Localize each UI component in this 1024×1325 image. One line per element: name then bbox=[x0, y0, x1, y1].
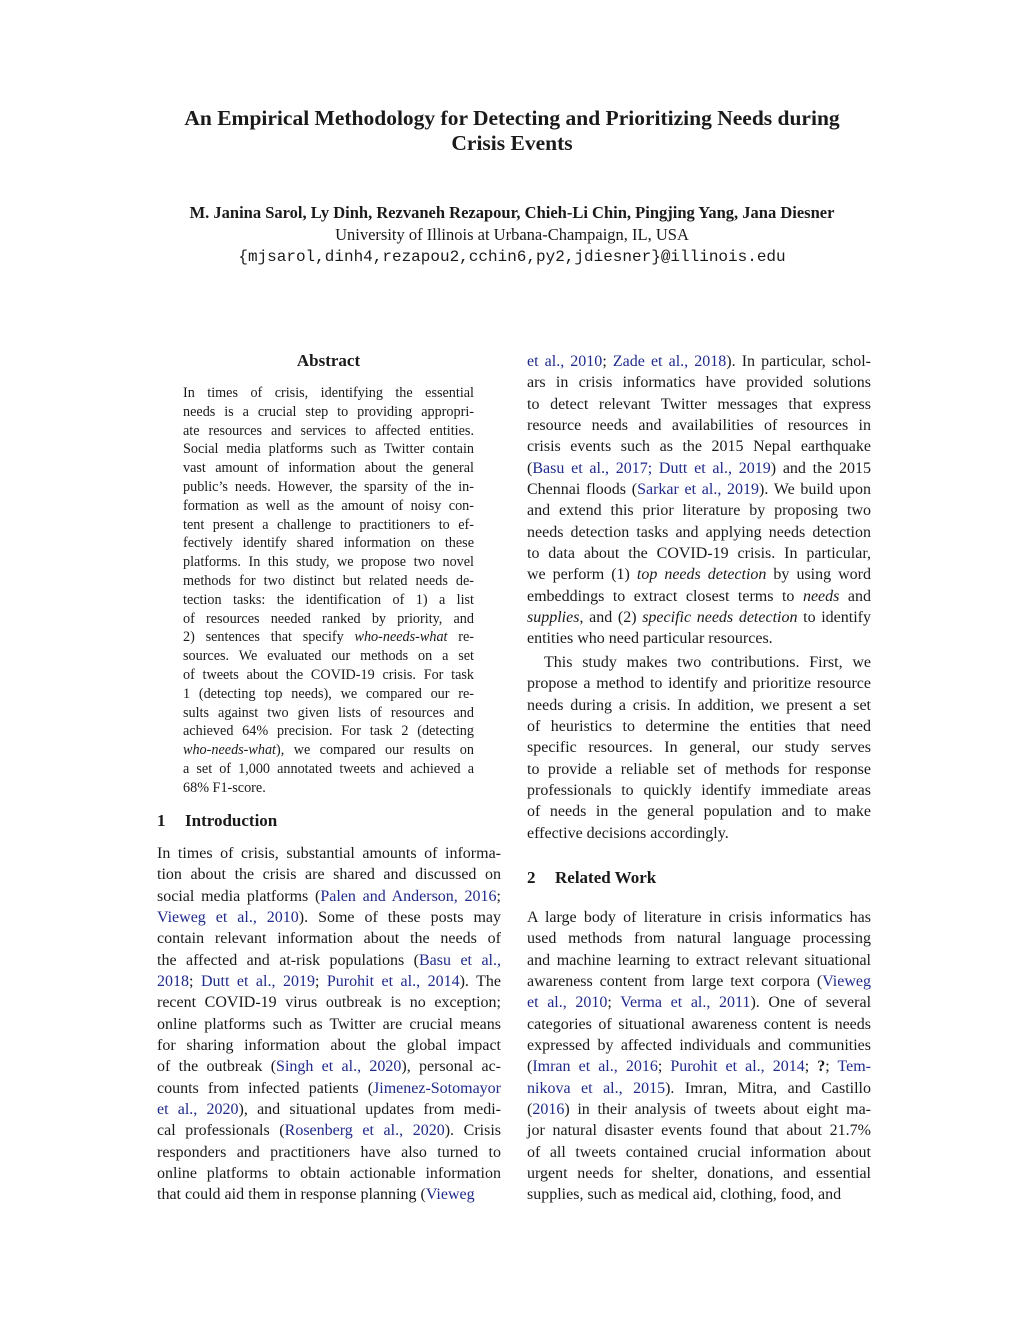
text-run: Chennai floods ( bbox=[527, 480, 638, 498]
citation-link[interactable]: et al., 2010 bbox=[527, 353, 603, 370]
text-line bbox=[157, 1056, 501, 1077]
text-run: sources. We evaluated our methods on a set bbox=[183, 648, 474, 665]
text-run: resource needs and availabilities of resources in bbox=[527, 416, 871, 434]
text-line bbox=[183, 760, 474, 779]
text-run: of heuristics to determine the entities that need bbox=[527, 717, 871, 735]
text-line bbox=[527, 607, 871, 628]
contributions-paragraph bbox=[527, 652, 871, 844]
text-run: counts from infected patients ( bbox=[157, 1079, 374, 1097]
title-line: Crisis Events bbox=[451, 131, 573, 155]
text-line bbox=[183, 704, 474, 723]
text-line bbox=[527, 1056, 871, 1077]
text-run: ). We build upon bbox=[759, 480, 871, 498]
citation-link[interactable]: Vieweg bbox=[822, 972, 871, 990]
missing-citation: ? bbox=[817, 1058, 826, 1076]
text-line bbox=[527, 628, 871, 649]
text-line bbox=[527, 1142, 871, 1163]
text-run: sults against two given lists of resources and bbox=[183, 704, 474, 721]
citation-link[interactable]: Vieweg et al., 2010 bbox=[157, 908, 299, 926]
text-run: to identify bbox=[797, 608, 872, 626]
text-line bbox=[527, 1184, 871, 1205]
text-run: to provide a reliable set of methods for response bbox=[527, 760, 871, 778]
text-run: fectively identify shared information on these bbox=[183, 535, 474, 552]
affiliation: University of Illinois at Urbana-Champaign, IL, USA bbox=[335, 225, 689, 244]
text-run: ; bbox=[657, 1058, 671, 1076]
italic-term: top needs detection bbox=[636, 566, 767, 584]
text-line bbox=[527, 351, 871, 372]
text-line bbox=[527, 1014, 871, 1035]
text-run: of resources needed ranked by priority, and bbox=[183, 610, 474, 627]
text-run: needs during a crisis. In addition, we present a set bbox=[527, 696, 871, 714]
text-line bbox=[183, 459, 474, 478]
text-line bbox=[183, 553, 474, 572]
text-line bbox=[527, 372, 871, 393]
citation-link[interactable]: et al., 2020 bbox=[157, 1100, 239, 1118]
citation-link[interactable]: Dutt et al., 2019 bbox=[200, 972, 315, 990]
text-run: to detect relevant Twitter messages that express bbox=[527, 395, 871, 413]
text-run: ), personal ac- bbox=[401, 1058, 501, 1076]
text-run: crisis events such as the 2015 Nepal earthquake bbox=[527, 438, 871, 456]
introduction-continued-paragraph bbox=[527, 351, 871, 650]
related-work-body bbox=[527, 907, 871, 1206]
citation-link[interactable]: Vieweg bbox=[425, 1186, 475, 1204]
text-run: online platforms such as Twitter are crucial means bbox=[157, 1015, 501, 1033]
citation-link[interactable]: Zade et al., 2018 bbox=[612, 353, 727, 370]
text-run: and machine learning to extract relevant situational bbox=[527, 951, 871, 969]
text-run: needs is a crucial step to providing appropri- bbox=[183, 403, 474, 420]
abstract-body bbox=[183, 384, 474, 798]
text-run: of the outbreak ( bbox=[157, 1058, 277, 1076]
text-line bbox=[157, 1184, 501, 1205]
text-run: This study makes two contributions. First, we bbox=[544, 654, 871, 671]
text-line bbox=[527, 1120, 871, 1141]
text-line bbox=[183, 741, 474, 760]
italic-term: needs bbox=[802, 587, 840, 605]
text-run: propose a method to identify and prioritize resource bbox=[527, 675, 871, 693]
citation-link[interactable]: Purohit et al., 2014 bbox=[670, 1058, 805, 1076]
text-run: used methods from natural language processing bbox=[527, 930, 871, 948]
text-line bbox=[157, 992, 501, 1013]
text-run: expressed by affected individuals and communities bbox=[527, 1036, 871, 1054]
citation-link[interactable]: Jimenez-Sotomayor bbox=[373, 1079, 501, 1097]
section-number: 2 bbox=[527, 868, 536, 887]
text-line bbox=[527, 673, 871, 694]
text-run: formation as well as the amount of noisy con- bbox=[183, 497, 474, 514]
text-line bbox=[527, 907, 871, 928]
text-run: ). Some of these posts may bbox=[298, 908, 502, 926]
text-line bbox=[527, 950, 871, 971]
text-run: a set of 1,000 annotated tweets and achieved a bbox=[183, 760, 474, 777]
text-run: entities who need particular resources. bbox=[527, 630, 773, 648]
text-line bbox=[527, 716, 871, 737]
text-line bbox=[527, 801, 871, 822]
text-line bbox=[527, 1078, 871, 1099]
text-line bbox=[183, 422, 474, 441]
author-list: M. Janina Sarol, Ly Dinh, Rezvaneh Rezapour, Chieh-Li Chin, Pingjing Yang, Jana Diesner bbox=[189, 203, 835, 222]
text-run: , and (2) bbox=[579, 608, 643, 626]
section-title: Introduction bbox=[185, 811, 278, 830]
text-run: ). Imran, Mitra, and Castillo bbox=[665, 1079, 871, 1097]
text-line bbox=[527, 394, 871, 415]
text-run: A large body of literature in crisis informatics has bbox=[527, 909, 871, 926]
italic-term: specific needs detection bbox=[642, 608, 798, 626]
text-run: for sharing information about the global impact bbox=[157, 1036, 501, 1054]
text-run: of needs in the general population and to make bbox=[527, 803, 871, 821]
citation-link[interactable]: Rosenberg et al., 2020 bbox=[284, 1122, 445, 1140]
text-line bbox=[527, 415, 871, 436]
text-line bbox=[157, 1078, 501, 1099]
text-line bbox=[157, 928, 501, 949]
text-line bbox=[183, 534, 474, 553]
citation-link[interactable]: Palen and Anderson, 2016 bbox=[320, 887, 497, 905]
text-run: to data about the COVID-19 crisis. In particular, bbox=[527, 544, 871, 562]
text-run: professionals to quickly identify immediate areas bbox=[527, 781, 871, 799]
text-line bbox=[157, 1014, 501, 1035]
text-line bbox=[183, 516, 474, 535]
citation-link[interactable]: Singh et al., 2020 bbox=[276, 1058, 402, 1076]
text-line bbox=[527, 1099, 871, 1120]
abstract-heading: Abstract bbox=[296, 351, 361, 370]
text-line bbox=[157, 950, 501, 971]
citation-link[interactable]: Purohit et al., 2014 bbox=[326, 972, 460, 990]
text-run: contain relevant information about the needs of bbox=[157, 930, 501, 948]
text-run: ). In particular, schol- bbox=[726, 353, 871, 370]
text-run: cal professionals ( bbox=[157, 1122, 285, 1140]
text-run: jor natural disaster events found that about 21.7% bbox=[527, 1122, 871, 1140]
text-run: ( bbox=[527, 1100, 533, 1118]
text-line bbox=[527, 652, 871, 673]
text-run: ), we compared our results on bbox=[276, 742, 474, 759]
text-run: ate resources and services to affected entities. bbox=[183, 422, 474, 439]
text-line bbox=[183, 403, 474, 422]
text-run: supplies, such as medical aid, clothing, food, and bbox=[527, 1186, 842, 1204]
text-run: recent COVID-19 virus outbreak is no exception; bbox=[157, 994, 501, 1012]
text-line bbox=[157, 1120, 501, 1141]
text-run: the affected and at-risk populations ( bbox=[157, 951, 419, 969]
text-run: ; bbox=[825, 1058, 838, 1076]
citation-link[interactable]: Verma et al., 2011 bbox=[620, 994, 751, 1012]
text-run: ; bbox=[804, 1058, 818, 1076]
text-run: public’s needs. However, the sparsity of the in- bbox=[183, 478, 474, 495]
text-run: tent present a challenge to practitioners to ef- bbox=[183, 516, 474, 533]
text-line bbox=[183, 384, 474, 403]
text-line bbox=[527, 971, 871, 992]
text-run: ; bbox=[496, 887, 501, 905]
text-line bbox=[157, 907, 501, 928]
text-run: ) in their analysis of tweets about eight ma- bbox=[564, 1100, 871, 1118]
text-line bbox=[527, 780, 871, 801]
text-line bbox=[183, 440, 474, 459]
author-emails: {mjsarol,dinh4,rezapou2,cchin6,py2,jdiesner}@illinois.edu bbox=[238, 248, 786, 266]
text-line bbox=[527, 479, 871, 500]
text-run: of tweets about the COVID-19 crisis. For task bbox=[183, 666, 474, 683]
text-run: ) and the 2015 bbox=[770, 459, 871, 477]
text-run: ; bbox=[602, 353, 613, 370]
text-line bbox=[527, 500, 871, 521]
text-run: urgent needs for shelter, donations, and essential bbox=[527, 1164, 871, 1182]
citation-link[interactable]: Basu et al., 2017; Dutt et al., 2019 bbox=[532, 459, 771, 477]
citation-link[interactable]: 2016 bbox=[532, 1100, 565, 1118]
text-run: tion about the crisis are shared and discussed on bbox=[157, 866, 501, 884]
text-run: online platforms to obtain actionable information bbox=[157, 1164, 501, 1182]
text-run: awareness content from large text corpora ( bbox=[527, 972, 823, 990]
text-line bbox=[527, 928, 871, 949]
text-line bbox=[527, 695, 871, 716]
text-line bbox=[183, 572, 474, 591]
citation-link[interactable]: Basu et al., bbox=[419, 951, 501, 969]
title-line: An Empirical Methodology for Detecting and Prioritizing Needs during bbox=[184, 106, 840, 130]
text-run: social media platforms ( bbox=[157, 887, 321, 905]
text-run: effective decisions accordingly. bbox=[527, 824, 729, 842]
text-line bbox=[157, 886, 501, 907]
text-line bbox=[527, 759, 871, 780]
text-run: ars in crisis informatics have provided solutions bbox=[527, 374, 871, 392]
text-run: and extend this prior literature by proposing two bbox=[527, 502, 871, 520]
text-line bbox=[183, 478, 474, 497]
text-run: of all tweets contained crucial information about bbox=[527, 1143, 871, 1161]
text-line bbox=[527, 823, 871, 844]
citation-link[interactable]: Tem- bbox=[837, 1058, 871, 1076]
text-run: re- bbox=[447, 629, 474, 646]
italic-term: who-needs-what bbox=[183, 742, 276, 759]
text-run: platforms. In this study, we propose two novel bbox=[183, 554, 474, 571]
text-line bbox=[183, 610, 474, 629]
text-line bbox=[527, 564, 871, 585]
text-line bbox=[527, 1163, 871, 1184]
section-title: Related Work bbox=[555, 868, 657, 887]
text-run: achieved 64% precision. For task 2 (detecting bbox=[183, 723, 474, 740]
citation-link[interactable]: Imran et al., 2016 bbox=[532, 1058, 658, 1076]
text-line bbox=[157, 1142, 501, 1163]
text-run: In times of crisis, substantial amounts of informa- bbox=[157, 845, 501, 862]
text-line bbox=[157, 843, 501, 864]
section-number: 1 bbox=[157, 811, 166, 830]
text-line bbox=[527, 1035, 871, 1056]
italic-term: who-needs-what bbox=[354, 629, 448, 646]
text-run: ). One of several bbox=[750, 994, 872, 1012]
text-run: needs detection tasks and applying needs detection bbox=[527, 523, 871, 541]
text-line bbox=[157, 971, 501, 992]
text-run: 68% F1-score. bbox=[183, 779, 266, 796]
citation-link[interactable]: Sarkar et al., 2019 bbox=[637, 480, 760, 498]
text-line bbox=[183, 647, 474, 666]
citation-link[interactable]: nikova et al., 2015 bbox=[527, 1079, 666, 1097]
text-line bbox=[183, 591, 474, 610]
section-heading-introduction bbox=[157, 811, 277, 831]
text-line bbox=[527, 737, 871, 758]
text-line bbox=[183, 497, 474, 516]
text-run: embeddings to extract closest terms to bbox=[527, 587, 803, 605]
text-line bbox=[527, 458, 871, 479]
text-line bbox=[183, 722, 474, 741]
text-run: that could aid them in response planning ( bbox=[157, 1186, 426, 1204]
text-run: ( bbox=[527, 459, 533, 477]
text-run: 1 (detecting top needs), we compared our re- bbox=[183, 685, 474, 702]
text-run: 2) sentences that specify bbox=[183, 629, 355, 646]
text-run: methods for two distinct but related needs de- bbox=[183, 572, 474, 589]
text-line bbox=[527, 543, 871, 564]
text-line bbox=[527, 436, 871, 457]
text-line bbox=[183, 666, 474, 685]
text-run: we perform (1) bbox=[527, 566, 637, 584]
text-line bbox=[157, 1163, 501, 1184]
text-run: Social media platforms such as Twitter contain bbox=[183, 441, 474, 458]
text-run: ; bbox=[314, 972, 327, 990]
text-run: by using word bbox=[766, 566, 872, 584]
text-line bbox=[183, 685, 474, 704]
text-line bbox=[183, 779, 474, 798]
paper-title bbox=[0, 106, 1024, 156]
citation-link[interactable]: et al., 2010 bbox=[527, 994, 608, 1012]
text-run: ( bbox=[527, 1058, 533, 1076]
text-run: and bbox=[839, 587, 871, 605]
introduction-body bbox=[157, 843, 501, 1206]
text-line bbox=[527, 992, 871, 1013]
citation-link[interactable]: 2018 bbox=[157, 972, 189, 990]
text-line bbox=[183, 628, 474, 647]
text-run: ). Crisis bbox=[444, 1122, 502, 1140]
text-line bbox=[157, 1099, 501, 1120]
text-run: ), and situational updates from medi- bbox=[238, 1100, 501, 1118]
text-line bbox=[527, 522, 871, 543]
text-line bbox=[157, 1035, 501, 1056]
text-run: tection tasks: the identification of 1) a list bbox=[183, 591, 474, 608]
text-run: responders and practitioners have also turned to bbox=[157, 1143, 501, 1161]
text-run: specific resources. In general, our study serves bbox=[527, 739, 871, 757]
text-run: vast amount of information about the general bbox=[183, 460, 474, 477]
text-run: categories of situational awareness content is needs bbox=[527, 1015, 871, 1033]
text-line bbox=[157, 864, 501, 885]
text-run: In times of crisis, identifying the essential bbox=[183, 385, 474, 401]
italic-term: supplies bbox=[527, 608, 580, 626]
text-line bbox=[527, 586, 871, 607]
text-run: ; bbox=[189, 972, 201, 990]
section-heading-related-work bbox=[527, 868, 656, 888]
text-run: ). The bbox=[459, 972, 501, 990]
text-run: ; bbox=[607, 994, 621, 1012]
